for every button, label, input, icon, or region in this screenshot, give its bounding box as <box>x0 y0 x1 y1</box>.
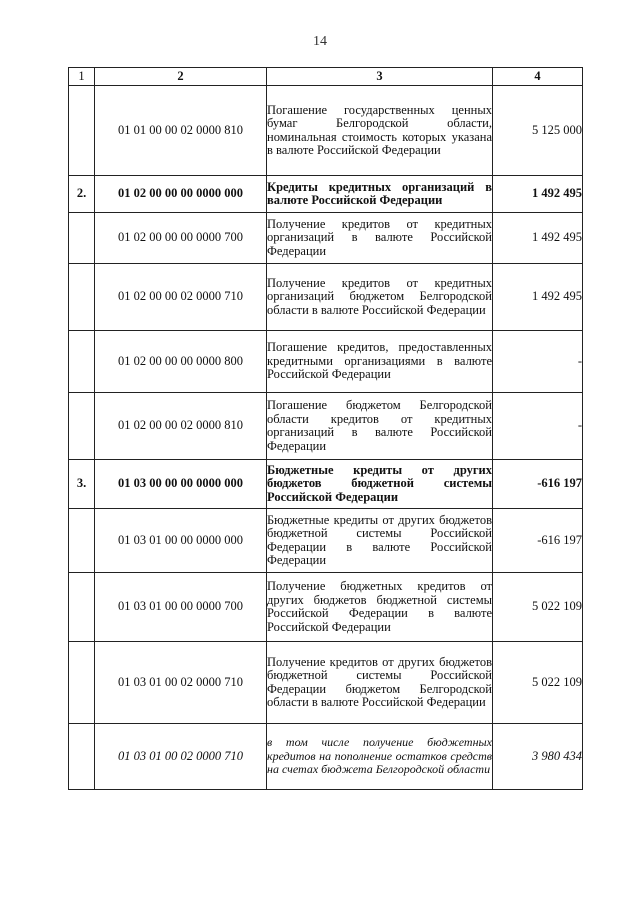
header-col-4: 4 <box>493 68 583 86</box>
header-col-2: 2 <box>95 68 267 86</box>
row-number <box>69 724 95 790</box>
table-row <box>69 573 583 642</box>
row-amount: - <box>493 331 583 393</box>
row-description: Получение кредитов от кредитных организаций в валюте Российской Федерации <box>267 213 493 264</box>
table-row <box>69 331 583 393</box>
table-header-row <box>69 68 583 86</box>
row-number <box>69 393 95 460</box>
table-row <box>69 393 583 460</box>
budget-code: 01 01 00 00 02 0000 810 <box>95 86 267 176</box>
table-row <box>69 176 583 213</box>
row-number <box>69 213 95 264</box>
budget-code: 01 02 00 00 02 0000 710 <box>95 264 267 331</box>
row-amount: 5 022 109 <box>493 642 583 724</box>
budget-code: 01 02 00 00 02 0000 810 <box>95 393 267 460</box>
table-row <box>69 724 583 790</box>
budget-code: 01 03 01 00 02 0000 710 <box>95 724 267 790</box>
table-row <box>69 460 583 509</box>
row-description: Погашение бюджетом Белгородской области кредитов от кредитных организаций в валюте Российской Федерации <box>267 393 493 460</box>
row-description: Погашение государственных ценных бумаг Белгородской области, номинальная стоимость которых указана в валюте Российской Федерации <box>267 86 493 176</box>
row-description: Получение кредитов от кредитных организаций бюджетом Белгородской области в валюте Российской Федерации <box>267 264 493 331</box>
row-number <box>69 264 95 331</box>
row-number <box>69 573 95 642</box>
row-description: Получение бюджетных кредитов от других бюджетов бюджетной системы Российской Федерации в валюте Российской Федерации <box>267 573 493 642</box>
header-col-1: 1 <box>69 68 95 86</box>
row-description: Бюджетные кредиты от других бюджетов бюджетной системы Российской Федерации <box>267 460 493 509</box>
row-amount: -616 197 <box>493 509 583 573</box>
row-number: 2. <box>69 176 95 213</box>
table-row <box>69 509 583 573</box>
row-description: в том числе получение бюджетных кредитов на пополнение остатков средств на счетах бюджета Белгородской области <box>267 724 493 790</box>
row-description: Получение кредитов от других бюджетов бюджетной системы Российской Федерации бюджетом Белгородской области в валюте Российской Федерации <box>267 642 493 724</box>
budget-code: 01 03 01 00 00 0000 700 <box>95 573 267 642</box>
row-number: 3. <box>69 460 95 509</box>
row-amount: -616 197 <box>493 460 583 509</box>
budget-code: 01 03 01 00 02 0000 710 <box>95 642 267 724</box>
budget-code: 01 02 00 00 00 0000 700 <box>95 213 267 264</box>
budget-code: 01 02 00 00 00 0000 000 <box>95 176 267 213</box>
row-amount: - <box>493 393 583 460</box>
row-description: Погашение кредитов, предоставленных кредитными организациями в валюте Российской Федерации <box>267 331 493 393</box>
budget-sources-table <box>68 67 583 790</box>
row-amount: 1 492 495 <box>493 264 583 331</box>
budget-code: 01 02 00 00 00 0000 800 <box>95 331 267 393</box>
row-amount: 5 125 000 <box>493 86 583 176</box>
table-row <box>69 642 583 724</box>
header-col-3: 3 <box>267 68 493 86</box>
row-amount: 1 492 495 <box>493 176 583 213</box>
page-number: 14 <box>313 34 327 49</box>
row-number <box>69 331 95 393</box>
table-row <box>69 264 583 331</box>
row-number <box>69 509 95 573</box>
row-amount: 1 492 495 <box>493 213 583 264</box>
budget-code: 01 03 00 00 00 0000 000 <box>95 460 267 509</box>
row-number <box>69 642 95 724</box>
table-row <box>69 213 583 264</box>
budget-code: 01 03 01 00 00 0000 000 <box>95 509 267 573</box>
row-description: Бюджетные кредиты от других бюджетов бюджетной системы Российской Федерации в валюте Российской Федерации <box>267 509 493 573</box>
row-amount: 5 022 109 <box>493 573 583 642</box>
row-number <box>69 86 95 176</box>
table-row <box>69 86 583 176</box>
row-amount: 3 980 434 <box>493 724 583 790</box>
row-description: Кредиты кредитных организаций в валюте Российской Федерации <box>267 176 493 213</box>
